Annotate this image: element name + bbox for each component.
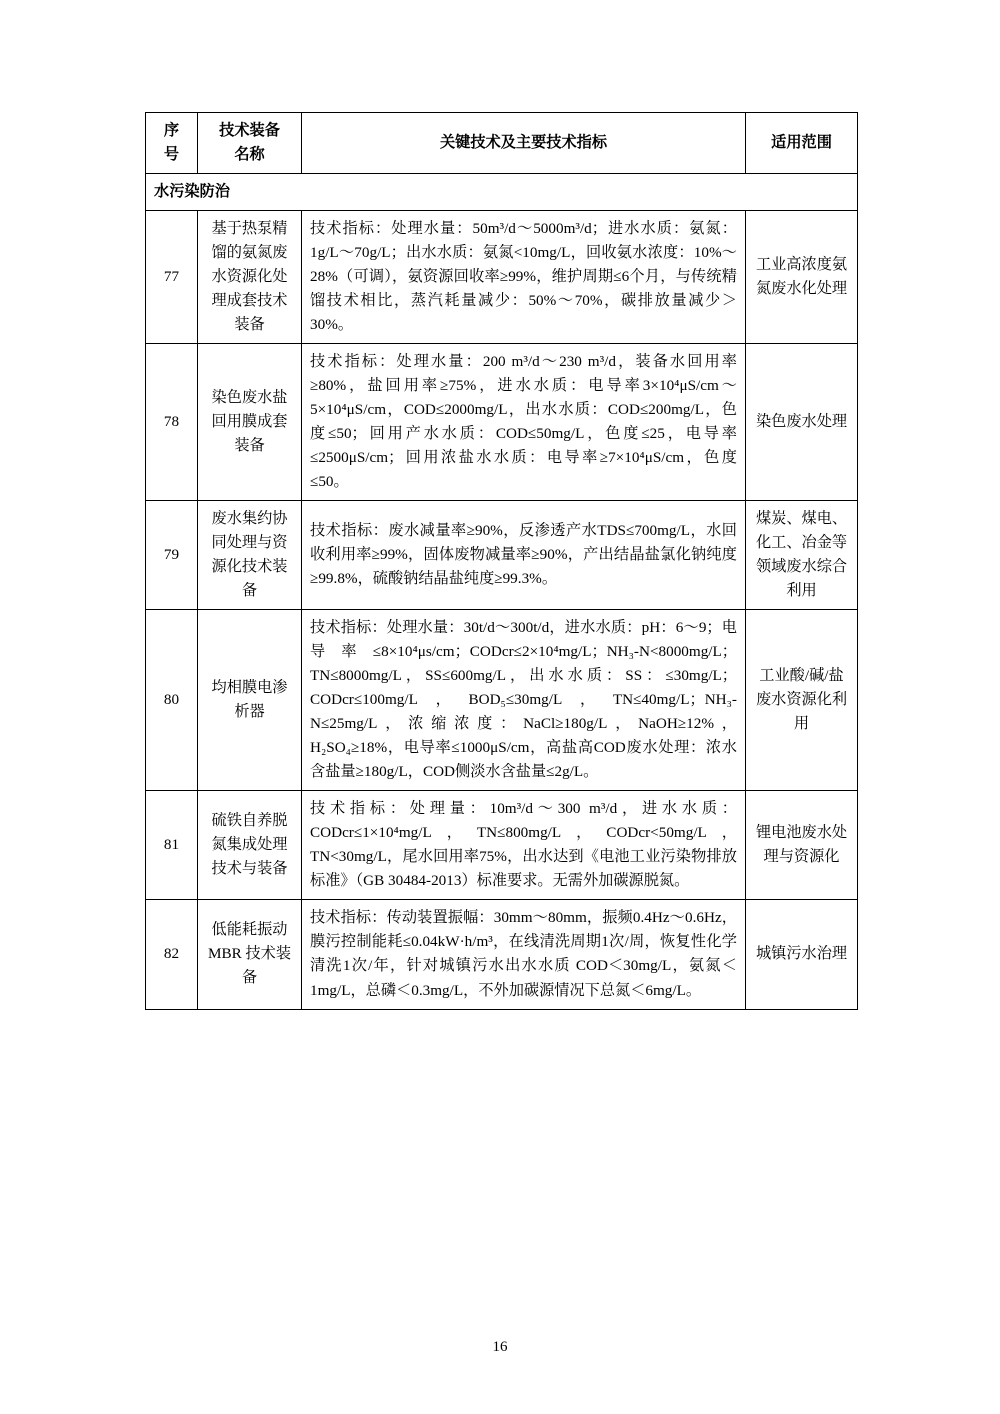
row-equipment-name: 硫铁自养脱氮集成处理技术与装备 [198, 791, 302, 900]
table-row [146, 610, 858, 791]
row-tech-indicators: 技术指标：处理水量：30t/d～300t/d，进水水质：pH：6～9；电导率≤8×10⁴μs/cm；CODcr≤2×10⁴mg/L；NH₃-N<8000mg/L；TN≤8000mg/L，SS≤600mg/L，出水水质：SS：≤30mg/L；CODcr≤100mg/L，BOD₅≤30mg/L，TN≤40mg/L；NH₃-N≤25mg/L，浓缩浓度：NaCl≥180g/L，NaOH≥12%，H₂SO₄≥18%，电导率≤1000μS/cm，高盐高COD废水处理：浓水含盐量≥180g/L，COD侧淡水含盐量≤2g/L。 [302, 610, 746, 791]
row-tech-indicators: 技术指标：处理水量：200 m³/d～230 m³/d，装备水回用率≥80%，盐回用率≥75%，进水水质：电导率3×10⁴μS/cm～5×10⁴μS/cm，COD≤2000mg/L，出水水质：COD≤200mg/L，色度≤50；回用产水水质：COD≤50mg/L，色度≤25，电导率≤2500μS/cm；回用浓盐水水质：电导率≥7×10⁴μS/cm，色度≤50。 [302, 344, 746, 501]
row-scope: 煤炭、煤电、化工、冶金等领域废水综合利用 [746, 501, 858, 610]
row-number: 79 [146, 501, 198, 610]
row-number: 80 [146, 610, 198, 791]
row-number: 81 [146, 791, 198, 900]
row-scope: 城镇污水治理 [746, 900, 858, 1009]
table-header-row [146, 113, 858, 174]
row-scope: 染色废水处理 [746, 344, 858, 501]
row-number: 82 [146, 900, 198, 1009]
header-cell-tech: 关键技术及主要技术指标 [302, 113, 746, 174]
table-row [146, 501, 858, 610]
row-scope: 锂电池废水处理与资源化 [746, 791, 858, 900]
header-cell-no: 序 号 [146, 113, 198, 174]
row-tech-indicators: 技术指标：处理量：10m³/d～300 m³/d，进水水质：CODcr≤1×10⁴mg/L，TN≤800mg/L，CODcr<50mg/L，TN<30mg/L，尾水回用率75%，出水达到《电池工业污染物排放标准》（GB 30484-2013）标准要求。无需外加碳源脱氮。 [302, 791, 746, 900]
row-equipment-name: 废水集约协同处理与资源化技术装备 [198, 501, 302, 610]
header-cell-name: 技术装备 名称 [198, 113, 302, 174]
row-number: 77 [146, 211, 198, 344]
row-equipment-name: 基于热泵精馏的氨氮废水资源化处理成套技术装备 [198, 211, 302, 344]
row-equipment-name: 低能耗振动 MBR 技术装备 [198, 900, 302, 1009]
row-equipment-name: 均相膜电渗析器 [198, 610, 302, 791]
table-row [146, 791, 858, 900]
row-tech-indicators: 技术指标：废水减量率≥90%，反渗透产水TDS≤700mg/L，水回收利用率≥99%，固体废物减量率≥90%，产出结晶盐氯化钠纯度≥99.8%，硫酸钠结晶盐纯度≥99.3%。 [302, 501, 746, 610]
table-row [146, 344, 858, 501]
section-title-row [146, 174, 858, 211]
row-tech-indicators: 技术指标：传动装置振幅：30mm～80mm，振频0.4Hz～0.6Hz，膜污控制能耗≤0.04kW·h/m³，在线清洗周期1次/周，恢复性化学清洗1次/年，针对城镇污水出水水质 COD＜30mg/L，氨氮＜1mg/L，总磷＜0.3mg/L，不外加碳源情况下总氮＜6mg/L。 [302, 900, 746, 1009]
table-row [146, 900, 858, 1009]
table-row [146, 211, 858, 344]
row-tech-indicators: 技术指标：处理水量：50m³/d～5000m³/d；进水水质：氨氮：1g/L～70g/L；出水水质：氨氮<10mg/L，回收氨水浓度：10%～28%（可调），氨资源回收率≥99%，维护周期≤6个月，与传统精馏技术相比，蒸汽耗量减少：50%～70%，碳排放量减少＞30%。 [302, 211, 746, 344]
row-number: 78 [146, 344, 198, 501]
row-scope: 工业高浓度氨氮废水化处理 [746, 211, 858, 344]
row-scope: 工业酸/碱/盐废水资源化利用 [746, 610, 858, 791]
page-number: 16 [492, 1339, 508, 1355]
header-cell-scope: 适用范围 [746, 113, 858, 174]
technology-equipment-table [145, 112, 858, 1010]
section-title: 水污染防治 [146, 174, 858, 211]
row-equipment-name: 染色废水盐回用膜成套装备 [198, 344, 302, 501]
